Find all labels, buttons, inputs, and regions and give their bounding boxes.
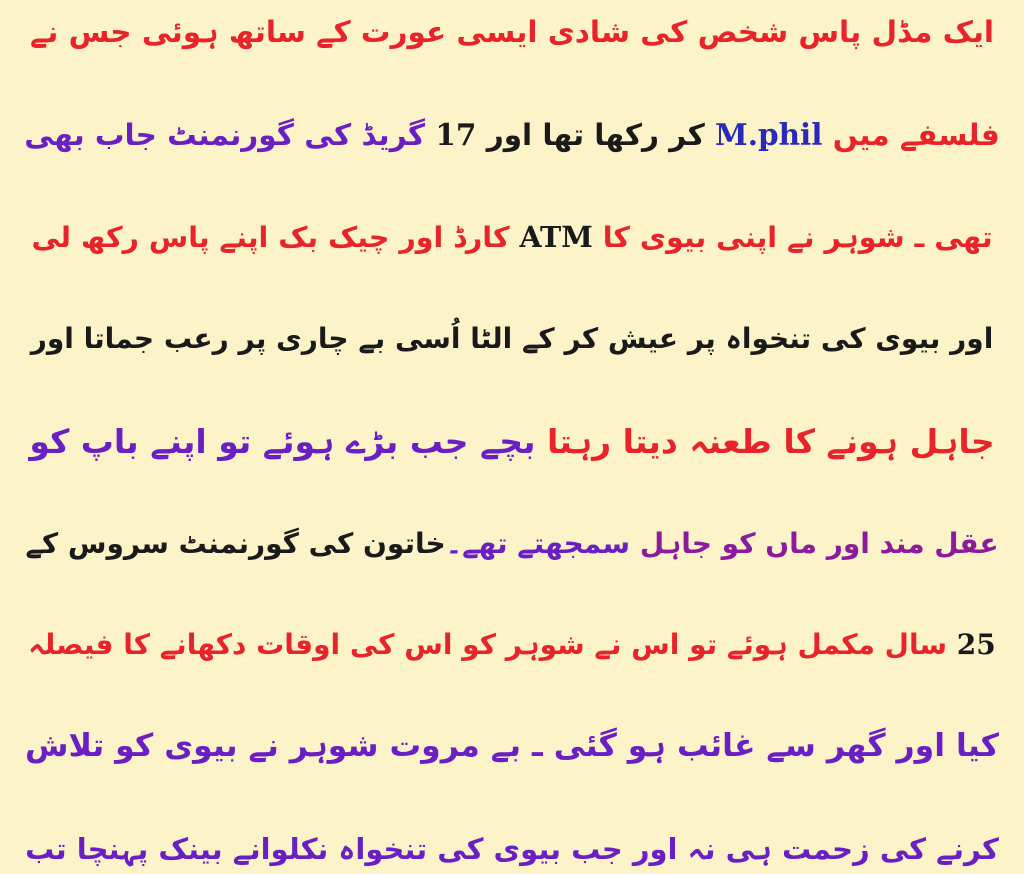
line-spacer	[24, 558, 1000, 630]
text-line	[24, 728, 1000, 765]
text-segment: بچے جب بڑے ہوئے تو اپنے باپ کو	[29, 422, 536, 461]
line-spacer	[24, 659, 1000, 731]
text-segment: سمجھتے تھے۔	[445, 527, 631, 561]
text-line-content	[31, 219, 993, 254]
text-segment: فلسفے میں	[822, 117, 1000, 152]
text-line	[24, 422, 1000, 461]
text-segment: سال مکمل ہوئے تو اس نے شوہر کو اس کی اوقات دکھانے کا فیصلہ	[28, 627, 957, 661]
text-segment-number: 17	[435, 116, 477, 152]
text-line-content	[30, 321, 994, 355]
text-segment: عقل مند اور ماں کو جاہل	[630, 527, 999, 561]
text-segment: کارڈ اور چیک بک اپنے پاس رکھ لی	[31, 220, 520, 254]
text-line	[24, 15, 1000, 49]
text-segment: کر رکھا تھا اور	[476, 117, 716, 152]
line-spacer	[24, 252, 1000, 324]
text-segment: اور بیوی کی تنخواہ پر عیش کر کے الٹا اُسی بے چاری پر رعب جماتا اور	[30, 321, 994, 355]
text-segment: خاتون کی گورنمنٹ سروس کے	[25, 527, 446, 561]
text-line	[24, 321, 1000, 355]
text-segment-latin: M.phil	[715, 116, 823, 152]
text-segment-latin: ATM	[519, 219, 593, 254]
text-line	[24, 116, 1000, 152]
text-segment: ایک مڈل پاس شخص کی شادی ایسی عورت کے ساتھ ہوئی جس نے	[29, 15, 995, 49]
text-segment: گریڈ کی گورنمنٹ جاب بھی	[24, 117, 436, 152]
text-segment-number: 25	[956, 627, 996, 661]
line-spacer	[24, 353, 1000, 425]
text-line-content	[25, 728, 999, 765]
line-spacer	[24, 150, 1000, 222]
text-line-content	[28, 627, 996, 661]
text-line	[24, 832, 1000, 866]
line-spacer	[24, 48, 1000, 120]
text-segment: کرنے کی زحمت ہی نہ اور جب بیوی کی تنخواہ نکلوانے بینک پہنچا تب	[25, 832, 999, 866]
text-line-content	[24, 116, 1000, 152]
text-segment: جاہل ہونے کا طعنہ دیتا رہتا	[535, 422, 995, 461]
line-spacer	[24, 763, 1000, 835]
text-line	[24, 627, 1000, 661]
text-line-content	[25, 832, 999, 866]
text-line-content	[29, 422, 995, 461]
line-spacer	[24, 458, 1000, 530]
text-line-content	[29, 15, 995, 49]
text-segment: تھی ـ شوہر نے اپنی بیوی کا	[592, 220, 993, 254]
text-segment: کیا اور گھر سے غائب ہو گئی ـ بے مروت شوہر نے بیوی کو تلاش	[25, 728, 999, 765]
text-line	[24, 527, 1000, 561]
text-line-content	[25, 527, 999, 561]
text-line	[24, 219, 1000, 254]
